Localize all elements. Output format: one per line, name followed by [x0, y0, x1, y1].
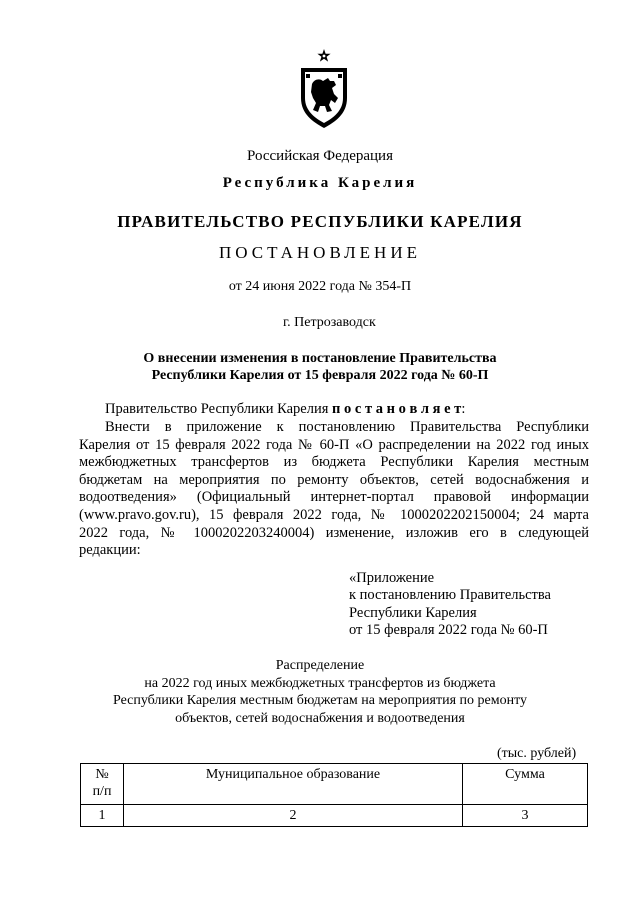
header-amount: Сумма: [463, 764, 588, 805]
distribution-line: объектов, сетей водоснабжения и водоотведения: [175, 710, 465, 726]
document-type: ПОСТАНОВЛЕНИЕ: [218, 243, 421, 262]
country-name: Российская Федерация: [247, 148, 393, 164]
republic-name: Республика Карелия: [222, 175, 418, 191]
distribution-table: [80, 763, 588, 827]
body-line: межбюджетных трансфертов из бюджета Республики Карелия местным: [79, 454, 589, 471]
body-line: бюджетам на мероприятия по ремонту объектов, сетей водоснабжения и: [79, 471, 589, 488]
star-icon: [317, 49, 330, 62]
intro-suffix: :: [461, 401, 466, 417]
decree-title-line-2: Республики Карелия от 15 февраля 2022 года № 60-П: [151, 368, 489, 383]
body-line: Внести в приложение к постановлению Правительства Республики: [105, 419, 589, 435]
distribution-title: [0, 657, 640, 727]
decree-body: [79, 419, 589, 560]
body-line: 2022 года, № 1000202203240004) изменение, изложив его в следующей: [79, 524, 589, 541]
header-municipality: Муниципальное образование: [124, 764, 463, 805]
appendix-header: [349, 570, 589, 640]
table-header-row: [81, 764, 588, 805]
body-line: редакции:: [79, 542, 141, 559]
intro-prefix: Правительство Республики Карелия: [105, 401, 329, 417]
intro-decree-word: п о с т а н о в л я е т: [332, 401, 462, 417]
column-number-cell: 3: [463, 805, 588, 827]
distribution-heading: Распределение: [275, 658, 365, 673]
government-name: ПРАВИТЕЛЬСТВО РЕСПУБЛИКИ КАРЕЛИЯ: [117, 212, 523, 231]
appendix-line: к постановлению Правительства: [349, 587, 551, 604]
units-label: (тыс. рублей): [497, 746, 577, 761]
distribution-line: на 2022 год иных межбюджетных трансфертов из бюджета: [144, 675, 496, 691]
coat-of-arms-emblem: [298, 48, 350, 130]
column-number-cell: 2: [124, 805, 463, 827]
body-line: водоотведения» (Официальный интернет-портал правовой информации: [79, 489, 589, 506]
decree-title-line-1: О внесении изменения в постановление Правительства: [143, 351, 497, 366]
header-number: № п/п: [81, 764, 124, 805]
decree-date-number: от 24 июня 2022 года № 354-П: [228, 279, 412, 294]
table-row: [81, 805, 588, 827]
appendix-line: «Приложение: [349, 570, 435, 586]
decree-intro: [79, 401, 589, 419]
column-number-cell: 1: [81, 805, 124, 827]
appendix-line: Республики Карелия: [349, 604, 477, 621]
city-name: г. Петрозаводск: [283, 315, 376, 330]
appendix-line: от 15 февраля 2022 года № 60-П: [349, 622, 548, 639]
body-line: Карелия от 15 февраля 2022 года № 60-П «О распределении на 2022 год иных: [79, 436, 589, 453]
body-line: (www.pravo.gov.ru), 15 февраля 2022 года, № 1000202202150004; 24 марта: [79, 506, 589, 523]
distribution-line: Республики Карелия местным бюджетам на мероприятия по ремонту: [112, 693, 528, 708]
